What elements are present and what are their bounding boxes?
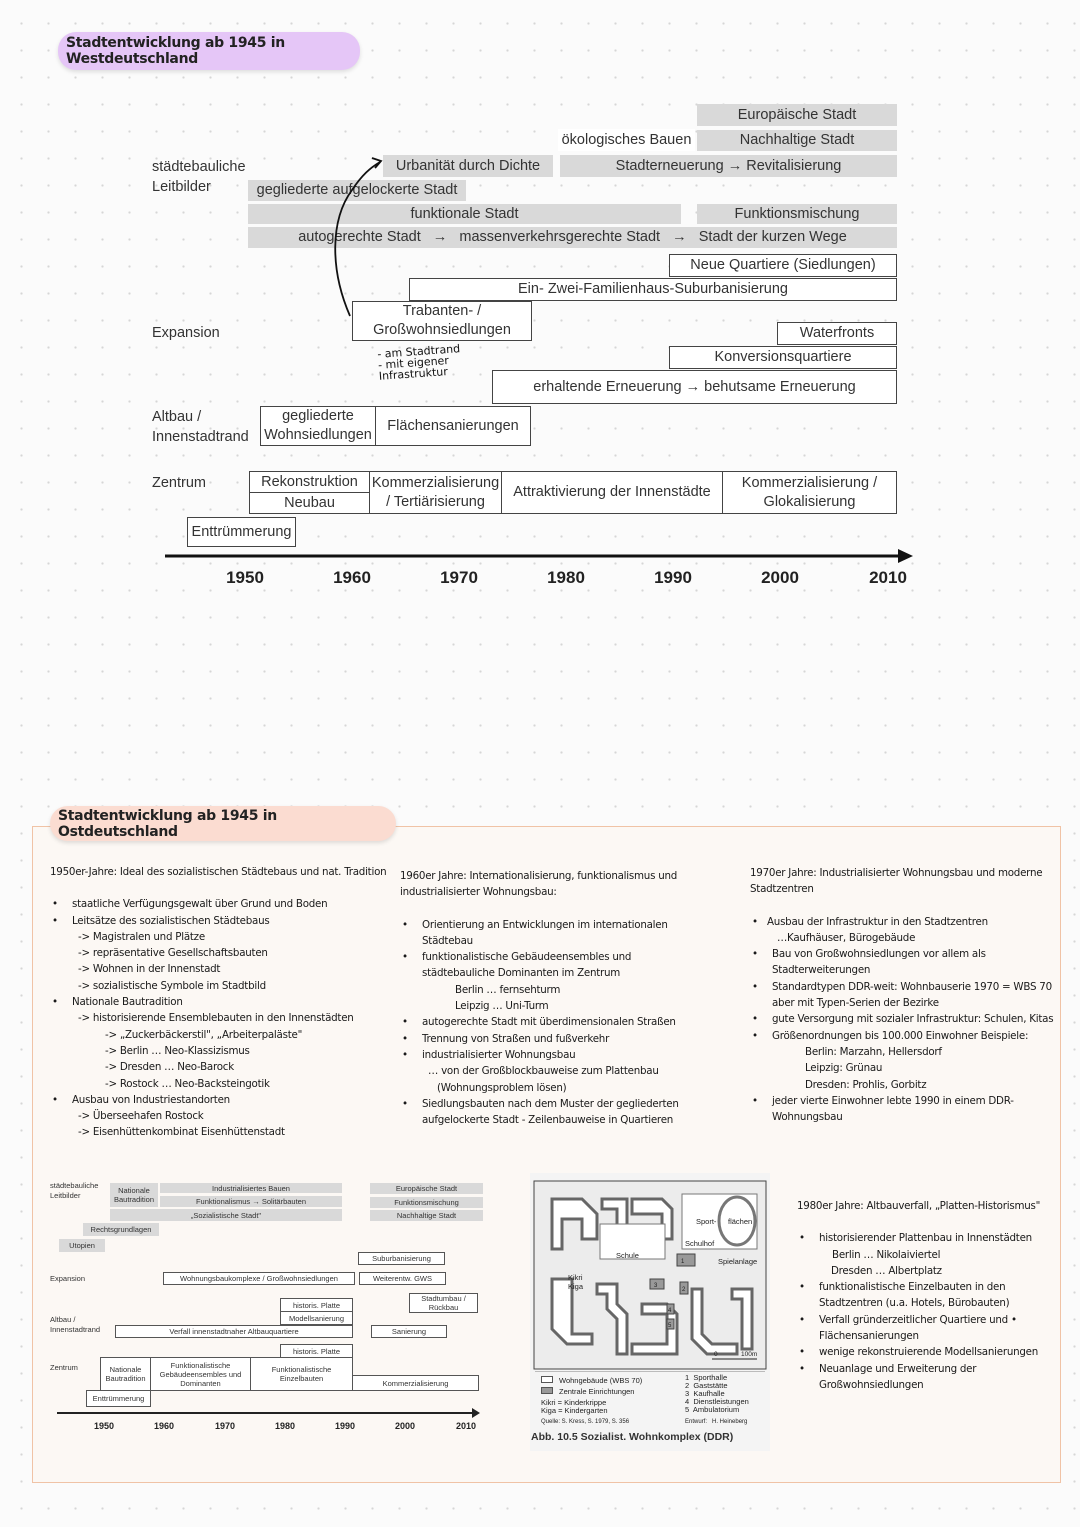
box-trabanten: Trabanten- / Großwohnsiedlungen — [352, 301, 532, 341]
sub-item: Dresden … Albertplatz — [831, 1264, 942, 1277]
sub-item: -> Magistralen und Plätze — [78, 930, 205, 943]
bullet: • Siedlungsbauten nach dem Muster der gegliederten aufgelockerte Stadt - Zeilenbauweise in Quartieren — [400, 1096, 700, 1129]
box-wohnungsbaukomplexe: Wohnungsbaukomplexe / Großwohnsiedlungen — [163, 1272, 355, 1285]
sub-item: -> Überseehafen Rostock — [78, 1110, 204, 1123]
box-gegliederte-stadt: gegliederte aufgelockerte Stadt — [248, 180, 466, 201]
box-stadterneuerung: Stadterneuerung → Revitalisierung — [560, 155, 897, 177]
sub-item: -> Rostock … Neo-Backsteingotik — [105, 1077, 270, 1090]
bullet: • Orientierung an Entwicklungen im internationalen Städtebau — [400, 917, 700, 950]
box-neubau: Neubau — [249, 492, 370, 514]
sub-item: -> repräsentative Gesellschaftsbauten — [78, 947, 268, 960]
box-oekologisches-bauen: ökologisches Bauen — [558, 129, 695, 151]
box-funktionale-stadt: funktionale Stadt — [248, 204, 681, 224]
annotation-arrows — [0, 0, 1080, 600]
year-label: 2000 — [394, 1421, 416, 1431]
box-rechtsgrundlagen: Rechtsgrundlagen — [83, 1223, 159, 1236]
box-europaeische-stadt: Europäische Stadt — [697, 104, 897, 126]
bullet: • jeder vierte Einwohner lebte 1990 in einem DDR-Wohnungsbau — [750, 1093, 1065, 1126]
bullet: • Ausbau der Infrastruktur in den Stadtzentren — [750, 914, 1065, 930]
year-label: 2010 — [455, 1421, 477, 1431]
box-kommerz-tertiaer: Kommerzialisierung / Tertiärisierung — [369, 471, 502, 514]
box-suburbanisierung: Ein- Zwei-Familienhaus-Suburbanisierung — [409, 278, 897, 301]
box-weiterentwicklung-gws: Weiterentw. GWS — [359, 1272, 446, 1285]
legend-kikri: Kikri = Kinderkrippe — [541, 1398, 607, 1407]
box-autogerechte-stadt: autogerechte Stadt → massenverkehrsgerechte Stadt → Stadt der kurzen Wege — [248, 227, 897, 248]
year-label: 1990 — [654, 568, 692, 587]
box-suburbanisierung: Suburbanisierung — [358, 1252, 445, 1265]
bullet: • Ausbau von Industriestandorten — [50, 1092, 390, 1108]
box-nachhaltige-stadt: Nachhaltige Stadt — [697, 130, 897, 151]
year-label: 1950 — [226, 568, 264, 587]
legend-swatch-wohn — [541, 1376, 553, 1383]
box-historis-platte: historis. Platte — [280, 1298, 353, 1312]
sub-item: Dresden: Prohlis, Gorbitz — [805, 1078, 927, 1091]
west-title: Stadtentwicklung ab 1945 in Westdeutschland — [66, 35, 285, 67]
box-waterfronts: Waterfronts — [777, 322, 897, 345]
row-label-zentrum: Zentrum — [50, 1363, 78, 1372]
year-label: 1990 — [334, 1421, 356, 1431]
row-label-leitbilder: städtebauliche Leitbilder — [152, 159, 246, 195]
row-label-altbau: Altbau / Innenstadtrand — [152, 409, 249, 445]
sub-item: -> historisierende Ensemblebauten in den Innenstädten — [78, 1012, 354, 1025]
sub-item: Leipzig … Uni-Turm — [455, 1000, 549, 1013]
box-rekonstruktion: Rekonstruktion — [249, 471, 370, 493]
map-scale-zero: 0 — [714, 1351, 718, 1358]
bullet: • staatliche Verfügungsgewalt über Grund und Boden — [50, 896, 390, 912]
bullet: • autogerechte Stadt mit überdimensionalen Straßen — [400, 1014, 700, 1030]
box-enttruemmerung: Enttrümmerung — [86, 1390, 151, 1407]
year-label: 1960 — [333, 568, 371, 587]
bullet: • funktionalistische Einzelbauten in den Stadtzentren (u.a. Hotels, Bürobauten) — [797, 1279, 1052, 1312]
box-enttruemmerung: Enttrümmerung — [187, 517, 296, 547]
svg-text:3: 3 — [654, 1283, 658, 1289]
legend-quelle: Quelle: S. Kress, S. 1979, S. 356 — [541, 1419, 630, 1425]
wohnkomplex-map-figure — [530, 1173, 770, 1451]
box-industrialisiertes-bauen: Industrialisiertes Bauen — [160, 1183, 342, 1193]
box-nachhaltige-stadt: Nachhaltige Stadt — [370, 1210, 483, 1221]
sub-item: …Kaufhäuser, Bürogebäude — [777, 931, 916, 944]
box-nationale-bautradition-zentrum: Nationale Bautradition — [100, 1357, 151, 1391]
svg-text:2: 2 — [682, 1287, 686, 1293]
sub-item: -> Eisenhüttenkombinat Eisenhüttenstadt — [78, 1126, 285, 1139]
box-funktionalismus: Funktionalismus → Solitärbauten — [160, 1196, 342, 1207]
box-neue-quartiere: Neue Quartiere (Siedlungen) — [669, 254, 897, 277]
sub-item: -> Dresden … Neo-Barock — [105, 1061, 234, 1074]
map-legend — [535, 1371, 765, 1428]
bullet: • Neuanlage und Erweiterung der Großwohnsiedlungen — [797, 1361, 1052, 1394]
heading-1960s: 1960er Jahre: Internationalisierung, funktionalismus und industrialisierter Wohnungsbau: — [400, 870, 678, 899]
box-sanierung: Sanierung — [371, 1325, 447, 1338]
handdrawn-arrow — [335, 162, 380, 316]
map-caption: Abb. 10.5 Sozialist. Wohnkomplex (DDR) — [531, 1431, 734, 1443]
sub-item: Leipzig: Grünau — [805, 1062, 883, 1075]
svg-text:5: 5 — [668, 1323, 672, 1329]
box-einzelbauten: Funktionalistische Einzelbauten — [250, 1357, 353, 1391]
sub-item: -> sozialistische Symbole im Stadtbild — [78, 979, 266, 992]
map-label-flaechen: flächen — [728, 1217, 753, 1226]
east-timeline-axis — [50, 1405, 490, 1421]
year-label: 2000 — [761, 568, 799, 587]
row-label-expansion: Expansion — [50, 1274, 86, 1283]
map-scale-100m: 100m — [741, 1351, 758, 1358]
legend-n1: 1 Sporthalle — [685, 1373, 728, 1382]
sub-item: -> „Zuckerbäckerstil", „Arbeiterpaläste" — [105, 1028, 303, 1041]
bullet: • Standardtypen DDR-weit: Wohnbauserie 1970 = WBS 70 aber mit Typen-Serien der Bezirke — [750, 979, 1065, 1012]
sub-item: -> Berlin … Neo-Klassizismus — [105, 1044, 250, 1057]
bullet: • Trennung von Straßen und fußverkehr — [400, 1031, 700, 1047]
row-label-altbau: Altbau / Innenstadtrand — [50, 1315, 101, 1335]
text-column-1950s — [50, 864, 390, 1141]
bullet: • Nationale Bautradition — [50, 994, 390, 1010]
row-label-zentrum: Zentrum — [152, 475, 206, 491]
bullet: • wenige rekonstruierende Modellsanierungen — [797, 1344, 1052, 1360]
box-nationale-bautradition: Nationale Bautradition — [110, 1183, 158, 1207]
box-europaeische-stadt: Europäische Stadt — [370, 1183, 483, 1194]
bullet: • gute Versorgung mit sozialer Infrastruktur: Schulen, Kitas — [750, 1011, 1065, 1027]
bullet: • funktionalistische Gebäudeensembles und städtebauliche Dominanten im Zentrum — [400, 949, 700, 982]
map-label-kikri: Kikri — [568, 1273, 583, 1282]
year-label: 1970 — [440, 568, 478, 587]
legend-entwurf: Entwurf: H. Heineberg — [685, 1419, 748, 1425]
box-funktionsmischung: Funktionsmischung — [697, 204, 897, 224]
map-label-schulhof: Schulhof — [685, 1239, 715, 1248]
axis-arrow-icon — [472, 1408, 480, 1418]
box-funktionsmischung: Funktionsmischung — [370, 1197, 483, 1208]
box-gebaeudeensembles: Funktionalistische Gebäudeensembles und Dominanten — [150, 1357, 251, 1391]
year-label: 1960 — [153, 1421, 175, 1431]
box-kommerz-glokal: Kommerzialisierung / Glokalisierung — [722, 471, 897, 514]
year-label: 2010 — [869, 568, 907, 587]
year-label: 1950 — [93, 1421, 115, 1431]
box-kommerzialisierung: Kommerzialisierung — [352, 1375, 479, 1391]
sub-item: (Wohnungsproblem lösen) — [437, 1081, 567, 1094]
svg-text:1: 1 — [681, 1259, 685, 1265]
bullet: • Leitsätze des sozialistischen Städtebaus — [50, 913, 390, 929]
row-label-leitbilder: städtebauliche Leitbilder — [50, 1181, 99, 1201]
heading-1970s: 1970er Jahre: Industrialisierter Wohnungsbau und moderne Stadtzentren — [750, 867, 1043, 896]
legend-wohn: Wohngebäude (WBS 70) — [559, 1376, 643, 1385]
legend-n4: 4 Dienstleistungen — [685, 1397, 749, 1406]
row-label-expansion: Expansion — [152, 325, 220, 341]
box-stadtumbau: Stadtumbau / Rückbau — [409, 1293, 478, 1313]
legend-n3: 3 Kaufhalle — [685, 1389, 725, 1398]
legend-kiga: Kiga = Kindergarten — [541, 1406, 608, 1415]
bullet: • industrialisierter Wohnungsbau — [400, 1047, 700, 1063]
heading-1950s: 1950er-Jahre: Ideal des sozialistischen Städtebaus und nat. Tradition — [50, 866, 387, 878]
sub-item: … von der Großblockbauweise zum Plattenbau — [428, 1065, 659, 1078]
box-sozialistische-stadt: „Sozialistische Stadt" — [110, 1209, 342, 1221]
map-label-schule: Schule — [616, 1251, 639, 1260]
handwritten-note: - am Stadtrand - mit eigener Infrastruktur — [376, 342, 461, 383]
box-verfall: Verfall innenstadtnaher Altbauquartiere — [115, 1325, 353, 1338]
box-erneuerung: erhaltende Erneuerung → behutsame Erneuerung — [492, 370, 897, 404]
legend-n2: 2 Gaststätte — [685, 1381, 728, 1390]
year-label: 1980 — [547, 568, 585, 587]
map-label-kiga: Kiga — [568, 1282, 584, 1291]
box-attraktivierung: Attraktivierung der Innenstädte — [501, 471, 723, 514]
box-utopien: Utopien — [59, 1239, 105, 1252]
text-column-1980s — [797, 1198, 1052, 1393]
bullet: • Verfall gründerzeitlicher Quartiere und • Flächensanierungen — [797, 1312, 1052, 1345]
legend-zentral: Zentrale Einrichtungen — [559, 1387, 635, 1396]
box-flaechensanierungen: Flächensanierungen — [375, 406, 531, 446]
box-gegliederte-wohnsiedlungen: gegliederte Wohnsiedlungen — [260, 406, 376, 446]
sub-item: Berlin … fernsehturm — [455, 983, 561, 996]
axis-arrow-icon — [898, 549, 913, 563]
map-label-spielanlage: Spielanlage — [718, 1257, 758, 1266]
box-konversionsquartiere: Konversionsquartiere — [669, 346, 897, 369]
sub-item: -> Wohnen in der Innenstadt — [78, 963, 221, 976]
year-label: 1980 — [274, 1421, 296, 1431]
box-urbanitaet: Urbanität durch Dichte — [383, 155, 553, 177]
bullet: • historisierender Plattenbau in Innenstädten — [797, 1230, 1052, 1246]
legend-swatch-zentral — [541, 1387, 553, 1394]
text-column-1970s — [750, 865, 1065, 1125]
heading-1980s: 1980er Jahre: Altbauverfall, „Platten-Historismus" — [797, 1200, 1041, 1212]
legend-n5: 5 Ambulatorium — [685, 1405, 740, 1414]
bullet: • Größenordnungen bis 100.000 Einwohner Beispiele: — [750, 1028, 1065, 1044]
east-title-pill — [50, 806, 396, 841]
svg-text:4: 4 — [668, 1308, 672, 1314]
bullet: • Bau von Großwohnsiedlungen vor allem als Stadterweiterungen — [750, 946, 1065, 979]
sub-item: Berlin … Nikolaiviertel — [832, 1248, 941, 1261]
box-modellsanierung: Modellsanierung — [280, 1311, 353, 1325]
year-label: 1970 — [214, 1421, 236, 1431]
sub-item: Berlin: Marzahn, Hellersdorf — [805, 1045, 942, 1058]
map-label-sport: Sport- — [696, 1217, 717, 1226]
east-title: Stadtentwicklung ab 1945 in Ostdeutschland — [58, 807, 277, 840]
box-historis-platte-zentrum: historis. Platte — [280, 1344, 353, 1358]
text-column-1960s — [400, 868, 700, 1128]
